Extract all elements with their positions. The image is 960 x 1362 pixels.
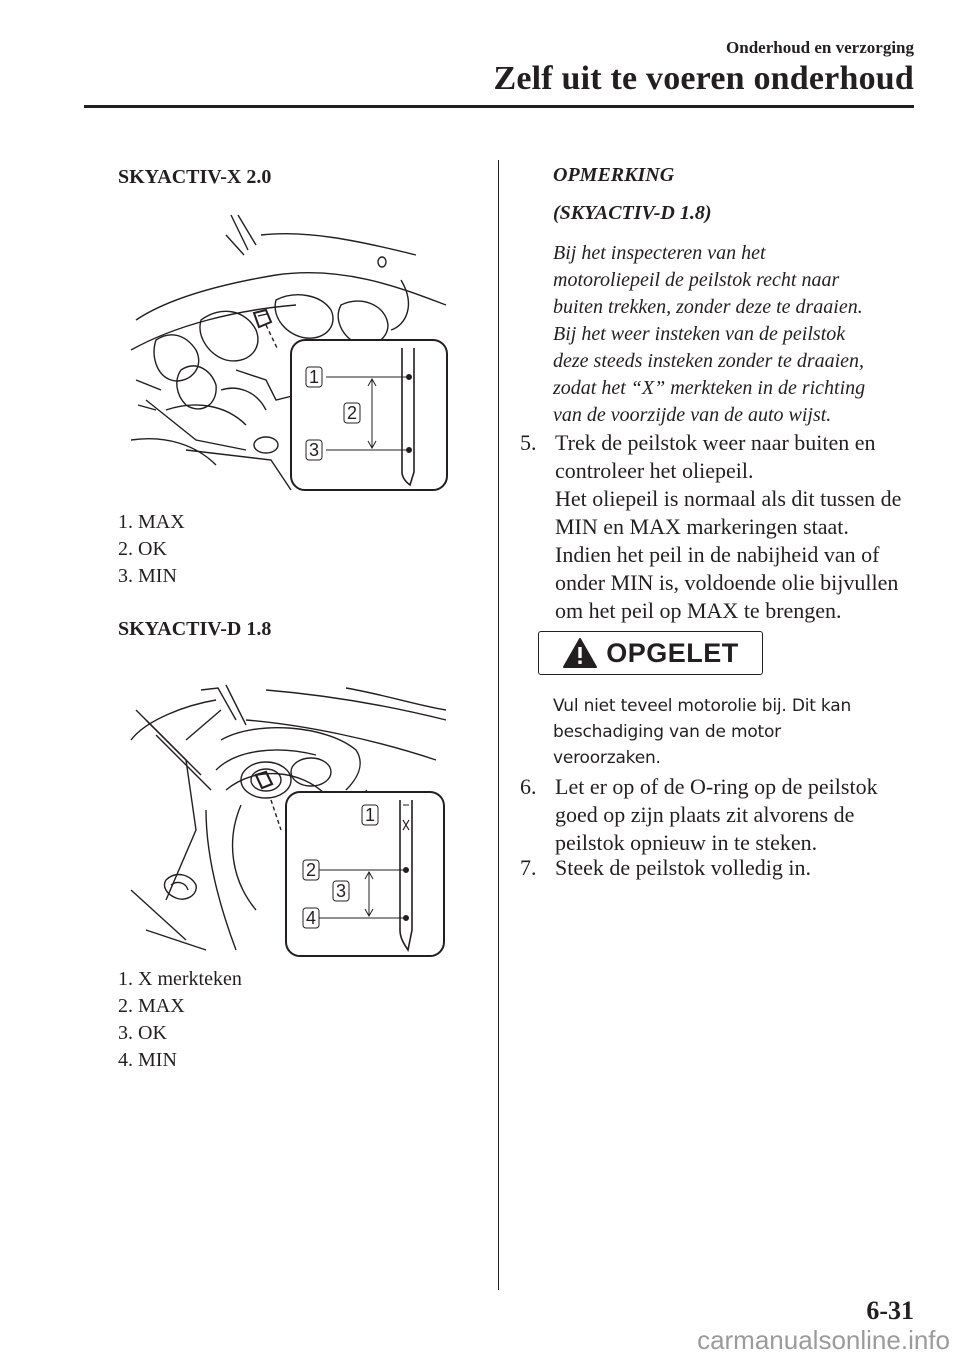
- note-line: buiten trekken, zonder deze te draaien.: [553, 296, 863, 318]
- note-line: Bij het weer insteken van de peilstok: [553, 323, 846, 345]
- note-title: OPMERKING: [553, 164, 675, 186]
- note-line: Bij het inspecteren van het: [553, 242, 766, 264]
- legend-item: 4. MIN: [118, 1049, 177, 1071]
- step-number: 5.: [520, 430, 537, 455]
- page-title: Zelf uit te voeren onderhoud: [493, 60, 914, 97]
- column-divider: [498, 160, 499, 1290]
- legend-item: 1. X merkteken: [118, 968, 242, 990]
- step-line: Het oliepeil is normaal als dit tussen de: [555, 486, 902, 511]
- legend-skyactiv-x: [118, 509, 185, 590]
- section-heading-skyactiv-x: SKYACTIV-X 2.0: [118, 166, 272, 188]
- legend-item: 3. OK: [118, 1022, 167, 1044]
- note-line: deze steeds insteken zonder te draaien,: [553, 350, 865, 372]
- section-heading-skyactiv-d: SKYACTIV-D 1.8: [118, 618, 272, 640]
- warning-icon: [562, 637, 598, 669]
- step-line: Let er op of de O-ring op de peilstok: [555, 774, 878, 799]
- caution-line: Vul niet teveel motorolie bij. Dit kan: [553, 696, 852, 716]
- note-line: zodat het “X” merkteken in de richting: [553, 377, 866, 399]
- caution-label: OPGELET: [606, 637, 739, 668]
- step-line: peilstok opnieuw in te steken.: [555, 830, 818, 855]
- figure-label-1: 1: [364, 805, 376, 825]
- note-subtitle: (SKYACTIV-D 1.8): [553, 202, 712, 224]
- step-line: onder MIN is, voldoende olie bijvullen: [555, 570, 899, 595]
- step-line: om het peil op MAX te brengen.: [555, 598, 842, 623]
- step-line: MIN en MAX markeringen staat.: [555, 514, 849, 539]
- step-line: goed op zijn plaats zit alvorens de: [555, 802, 855, 827]
- note-body: [553, 240, 865, 429]
- legend-item: 2. OK: [118, 538, 167, 560]
- legend-item: 2. MAX: [118, 995, 185, 1017]
- figure-label-1: 1: [308, 367, 320, 387]
- step-number: 7.: [520, 855, 537, 880]
- header-section-title: Onderhoud en verzorging: [726, 38, 914, 57]
- figure-label-2: 2: [346, 403, 358, 423]
- step-6: [520, 773, 920, 857]
- watermark: carmanualsonline.info: [697, 1325, 950, 1355]
- legend-skyactiv-d: [118, 966, 242, 1074]
- header-divider: [84, 105, 914, 108]
- step-line: controleer het oliepeil.: [555, 458, 754, 483]
- step-number: 6.: [520, 774, 537, 799]
- note-line: motoroliepeil de peilstok recht naar: [553, 269, 840, 291]
- legend-item: 1. MAX: [118, 511, 185, 533]
- caution-body: [553, 693, 851, 771]
- legend-item: 3. MIN: [118, 565, 177, 587]
- figure-label-4: 4: [305, 908, 317, 928]
- step-line: Steek de peilstok volledig in.: [555, 855, 812, 880]
- figure-label-2: 2: [305, 860, 317, 880]
- figure-label-3: 3: [308, 440, 320, 460]
- figure-label-3: 3: [335, 881, 347, 901]
- step-5: [520, 429, 920, 625]
- note-line: van de voorzijde van de auto wijst.: [553, 404, 832, 426]
- engine-diagram-skyactiv-d: [126, 680, 456, 962]
- caution-line: beschadiging van de motor: [553, 722, 781, 742]
- caution-line: veroorzaken.: [553, 748, 661, 768]
- page-number: 6-31: [866, 1296, 914, 1325]
- caution-banner: [538, 631, 763, 675]
- step-7: [520, 854, 920, 882]
- engine-diagram-skyactiv-x: [126, 210, 456, 495]
- step-line: Indien het peil in de nabijheid van of: [555, 542, 880, 567]
- step-line: Trek de peilstok weer naar buiten en: [555, 430, 876, 455]
